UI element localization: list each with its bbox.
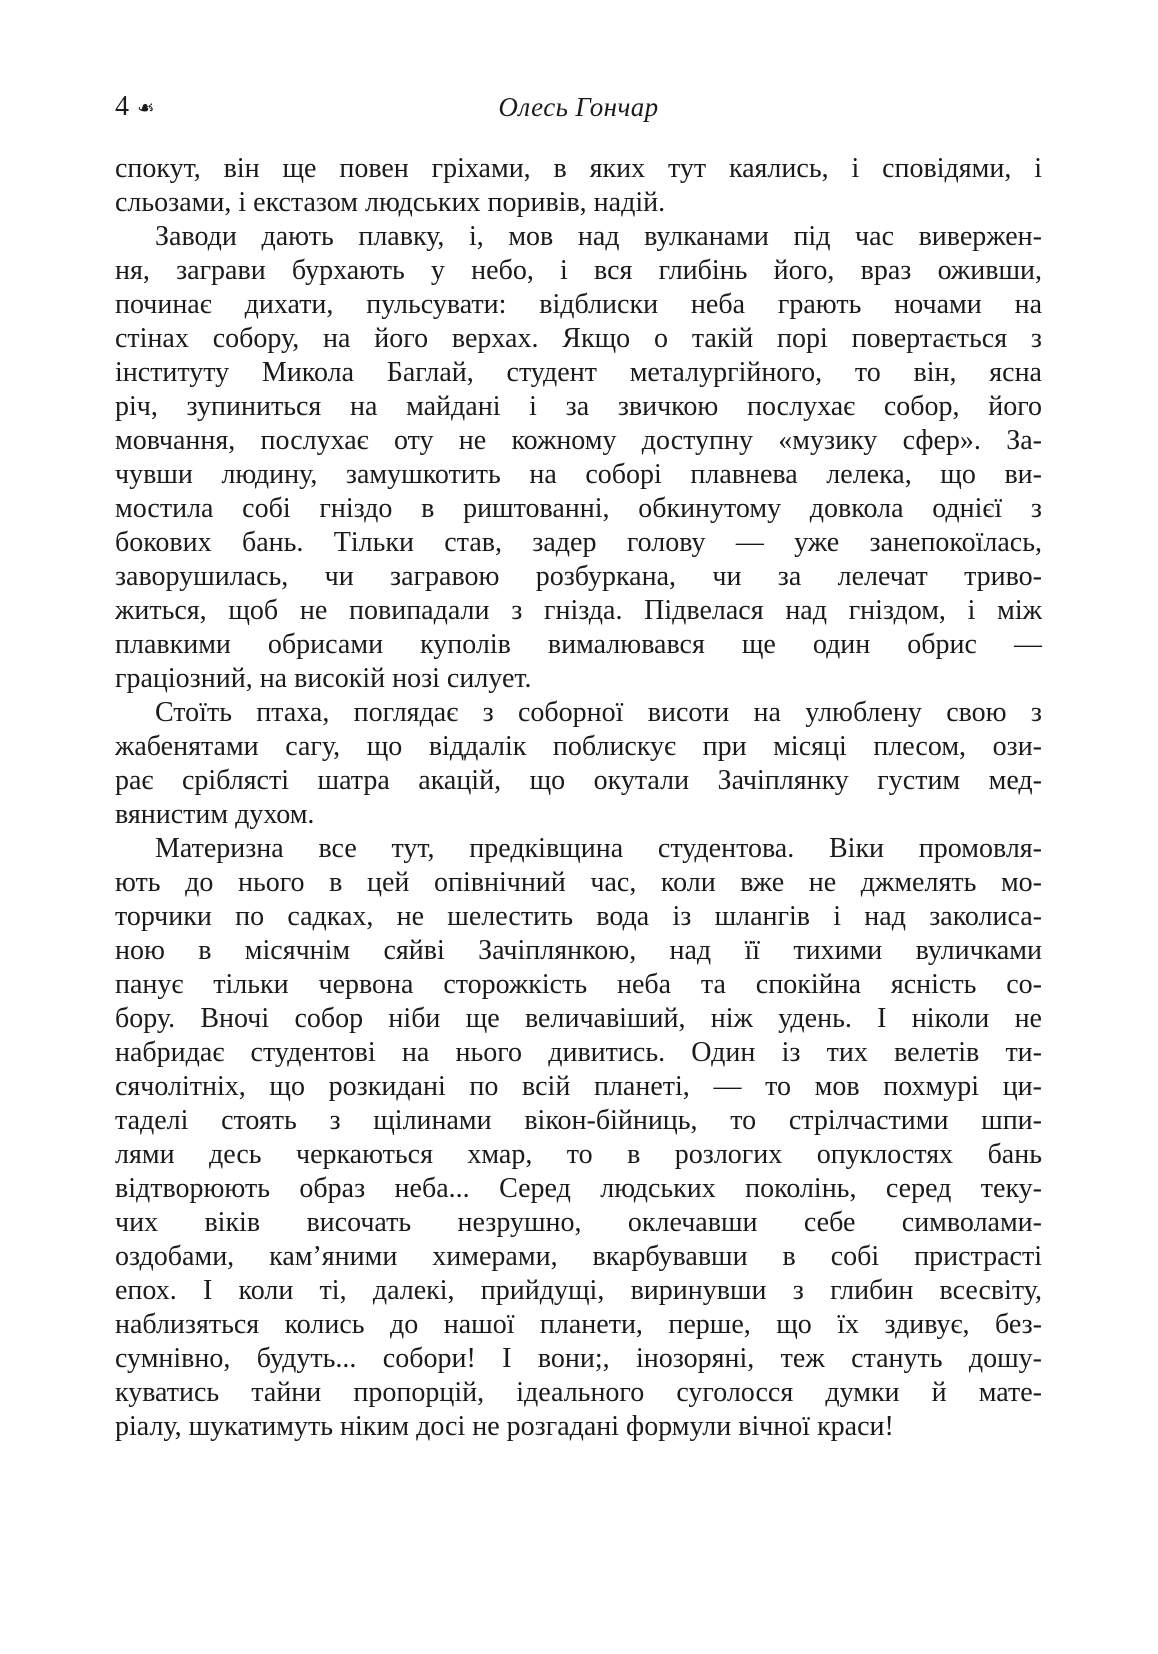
fleuron-icon: ❧	[137, 96, 155, 120]
text-line: річ, зупиниться на майдані і за звичкою послухає собор, його	[115, 391, 1042, 422]
page-number-row	[115, 90, 155, 125]
text-line: жабенятами сагу, що віддалік поблискує при місяці плесом, ози-	[115, 731, 1042, 762]
text-line: житься, щоб не повипадали з гнізда. Підвелася над гніздом, і між	[115, 595, 1042, 626]
text-line: епох. І коли ті, далекі, прийдущі, виринувши з глибин всесвіту,	[115, 1275, 1042, 1306]
text-line: ною в місячнім сяйві Зачіплянкою, над її тихими вуличками	[115, 935, 1042, 966]
text-line: бокових бань. Тільки став, задер голову — уже занепокоїлась,	[115, 527, 1042, 558]
text-line: відтворюють образ неба... Серед людських поколінь, серед теку-	[115, 1173, 1042, 1204]
text-line: плавкими обрисами куполів вималювався ще один обрис —	[115, 629, 1042, 660]
running-header: Олесь Гончар	[498, 92, 659, 122]
text-line: наблизяться колись до нашої планети, перше, що їх здивує, без-	[115, 1309, 1042, 1340]
text-line: стінах собору, на його верхах. Якщо о такій порі повертається з	[115, 323, 1042, 354]
text-line: ють до нього в цей опівнічний час, коли вже не джмелять мо-	[115, 867, 1042, 898]
text-line: таделі стоять з щілинами вікон-бійниць, то стрілчастими шпи-	[115, 1105, 1042, 1136]
text-line: граціозний, на високій нозі силует.	[115, 663, 532, 694]
text-line: сячолітніх, що розкидані по всій планеті, — то мов похмурі ци-	[115, 1071, 1042, 1102]
page-body	[115, 152, 1042, 1444]
text-line: починає дихати, пульсувати: відблиски неба грають ночами на	[115, 289, 1042, 320]
text-line: ріалу, шукатимуть ніким досі не розгадані формули вічної краси!	[115, 1411, 894, 1442]
text-line: рає сріблясті шатра акацій, що окутали Зачіплянку густим мед-	[115, 765, 1042, 796]
text-line: мостила собі гніздо в риштованні, обкинутому довкола однієї з	[115, 493, 1042, 524]
text-line: чих віків височать незрушно, оклечавши себе символами-	[115, 1207, 1042, 1238]
text-line: набридає студентові на нього дивитись. Один із тих велетів ти-	[115, 1037, 1042, 1068]
text-line: інституту Микола Баглай, студент металургійного, то він, ясна	[115, 357, 1042, 388]
text-line: Стоїть птаха, поглядає з соборної висоти на улюблену свою з	[155, 697, 1042, 728]
text-line: спокут, він ще повен гріхами, в яких тут каялись, і сповідями, і	[115, 153, 1042, 184]
text-line: лями десь черкаються хмар, то в розлогих опуклостях бань	[115, 1139, 1042, 1170]
page-number: 4	[115, 91, 129, 122]
text-line: Материзна все тут, предківщина студентова. Віки промовля-	[155, 833, 1042, 864]
text-line: ня, заграви бурхають у небо, і вся глибінь його, враз оживши,	[115, 255, 1042, 286]
text-line: чувши людину, замушкотить на соборі плавнева лелека, що ви-	[115, 459, 1042, 490]
text-line: мовчання, послухає оту не кожному доступну «музику сфер». За-	[115, 425, 1042, 456]
text-line: сумнівно, будуть... собори! І вони;, інозоряні, теж стануть дошу-	[115, 1343, 1042, 1374]
text-line: панує тільки червона сторожкість неба та спокійна ясність со-	[115, 969, 1042, 1000]
text-line: бору. Вночі собор ніби ще величавіший, ніж удень. І ніколи не	[115, 1003, 1042, 1034]
text-line: куватись тайни пропорцій, ідеального суголосся думки й мате-	[115, 1377, 1042, 1408]
text-line: вянистим духом.	[115, 799, 315, 830]
text-line: торчики по садках, не шелестить вода із шлангів і над заколиса-	[115, 901, 1042, 932]
text-line: сльозами, і екстазом людських поривів, надій.	[115, 187, 666, 218]
text-line: оздобами, кам’яними химерами, вкарбувавши в собі пристрасті	[115, 1241, 1042, 1272]
running-head	[115, 90, 1042, 126]
text-line: Заводи дають плавку, і, мов над вулканами під час вивержен-	[155, 221, 1042, 252]
text-line: заворушилась, чи загравою розбуркана, чи за лелечат триво-	[115, 561, 1042, 592]
